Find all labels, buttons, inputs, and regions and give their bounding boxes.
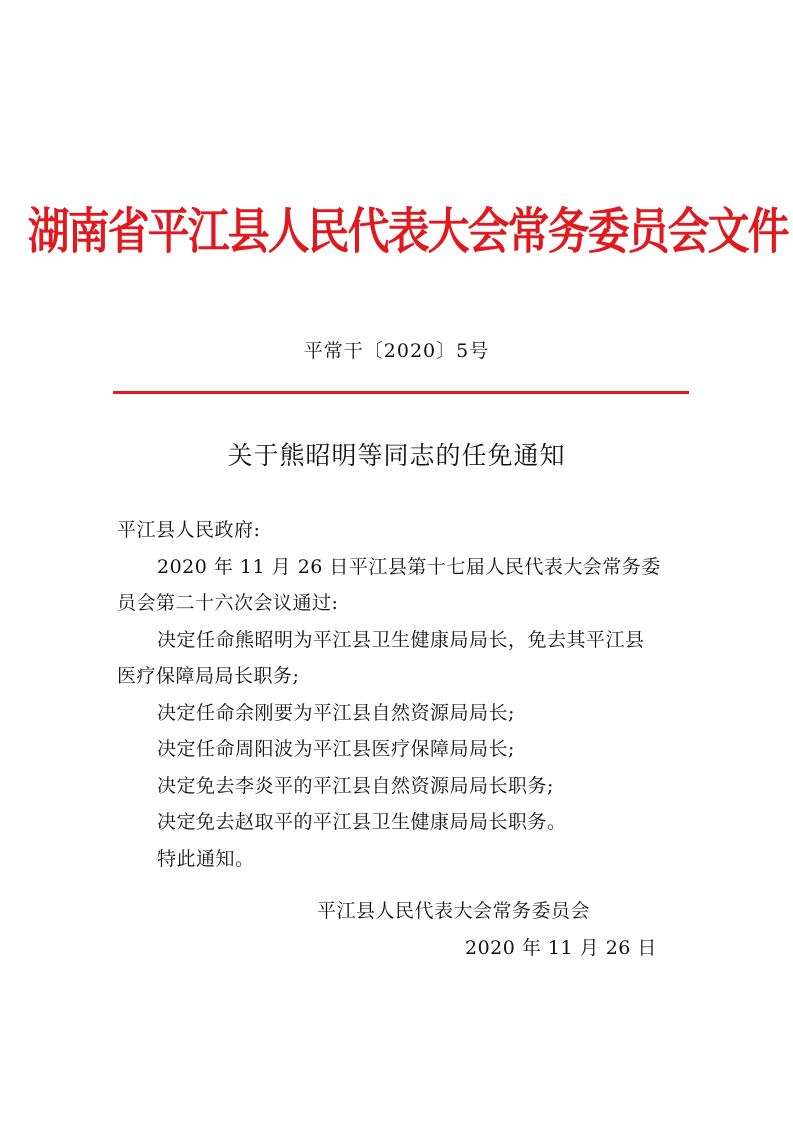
body-paragraph-line: 医疗保障局局长职务; <box>117 665 300 687</box>
closing-line: 特此通知。 <box>157 847 255 870</box>
issuer-signature: 平江县人民代表大会常务委员会 <box>317 900 591 922</box>
body-paragraph-line: 决定免去李炎平的平江县自然资源局局长职务; <box>157 774 554 797</box>
body-paragraph-line: 决定免去赵取平的平江县卫生健康局局长职务。 <box>157 811 567 833</box>
notice-body <box>117 512 685 877</box>
body-paragraph-line: 决定任命熊昭明为平江县卫生健康局局长，免去其平江县 <box>157 628 645 651</box>
body-paragraph-line: 决定任命周阳波为平江县医疗保障局局长; <box>157 738 515 760</box>
body-paragraph-line: 2020 年 11 月 26 日平江县第十七届人民代表大会常务委 <box>157 555 661 578</box>
document-number: 平常干〔2020〕5号 <box>303 340 490 362</box>
notice-title: 关于熊昭明等同志的任免通知 <box>227 441 566 470</box>
signature-date: 2020 年 11 月 26 日 <box>465 937 657 959</box>
body-paragraph-line: 员会第二十六次会议通过: <box>117 592 339 614</box>
document-masthead: 湖南省平江县人民代表大会常务委员会文件 <box>27 202 788 261</box>
red-divider-line <box>113 391 689 394</box>
body-paragraph-line: 决定任命余刚要为平江县自然资源局局长; <box>157 701 515 724</box>
addressee-line: 平江县人民政府: <box>117 519 261 541</box>
